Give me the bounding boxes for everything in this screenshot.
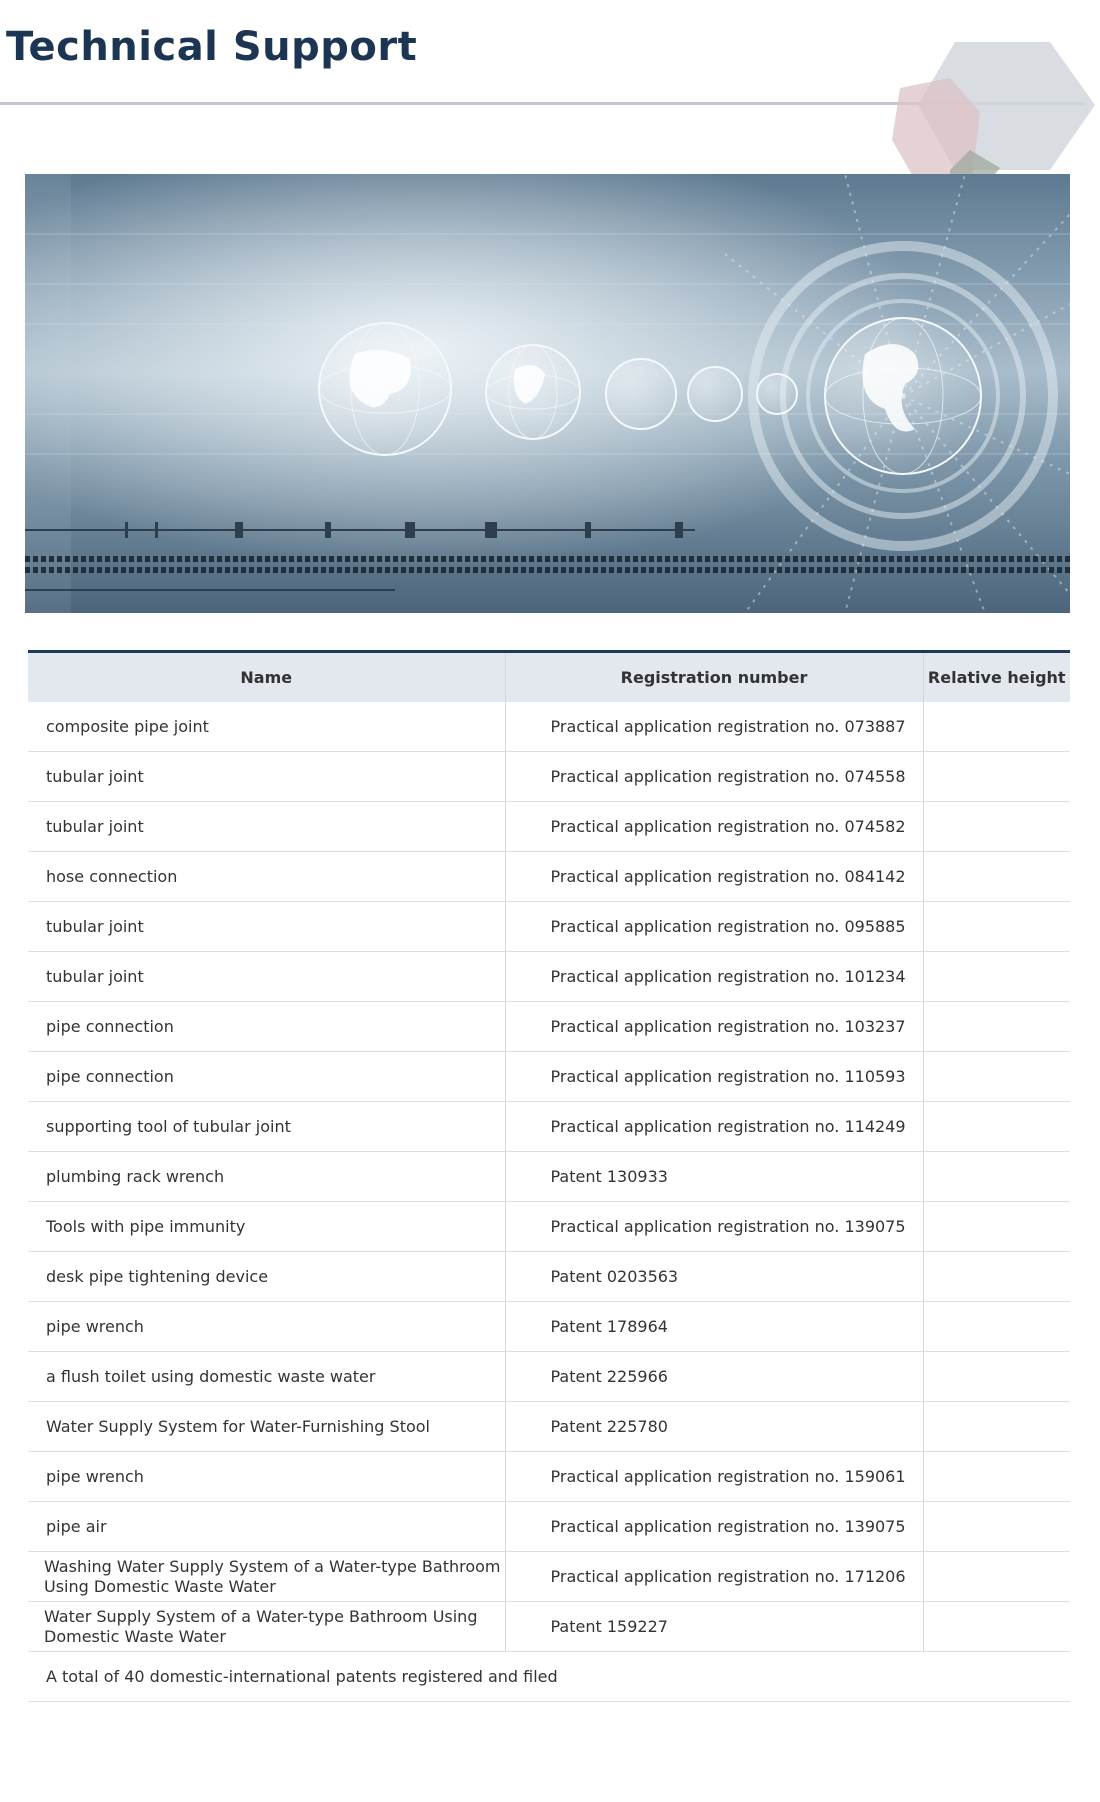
table-row xyxy=(28,1002,1070,1052)
registration-number: Practical application registration no. 159061 xyxy=(505,1452,923,1502)
table-row xyxy=(28,1452,1070,1502)
patent-name: desk pipe tightening device xyxy=(28,1252,505,1302)
patent-name: tubular joint xyxy=(28,802,505,852)
globe-banner-image xyxy=(25,174,1070,613)
registration-number: Patent 178964 xyxy=(505,1302,923,1352)
registration-number: Practical application registration no. 114249 xyxy=(505,1102,923,1152)
relative-height xyxy=(923,1252,1070,1302)
table-row xyxy=(28,852,1070,902)
patent-name: tubular joint xyxy=(28,752,505,802)
registration-number: Patent 0203563 xyxy=(505,1252,923,1302)
patent-name: Water Supply System of a Water-type Bathroom Using Domestic Waste Water xyxy=(28,1602,505,1652)
patent-name: pipe connection xyxy=(28,1052,505,1102)
relative-height xyxy=(923,1002,1070,1052)
registration-number: Practical application registration no. 084142 xyxy=(505,852,923,902)
table-row xyxy=(28,1402,1070,1452)
relative-height xyxy=(923,802,1070,852)
table-row xyxy=(28,1602,1070,1652)
patent-name: Water Supply System for Water-Furnishing Stool xyxy=(28,1402,505,1452)
table-header-row xyxy=(28,652,1070,703)
patent-name: tubular joint xyxy=(28,902,505,952)
relative-height xyxy=(923,1202,1070,1252)
registration-number: Practical application registration no. 095885 xyxy=(505,902,923,952)
registration-number: Patent 225966 xyxy=(505,1352,923,1402)
relative-height xyxy=(923,1402,1070,1452)
table-row xyxy=(28,752,1070,802)
registration-number: Practical application registration no. 074582 xyxy=(505,802,923,852)
column-header-relative-height: Relative height xyxy=(923,652,1070,703)
patent-table xyxy=(28,650,1070,1702)
relative-height xyxy=(923,952,1070,1002)
table-row xyxy=(28,1052,1070,1102)
table-row xyxy=(28,802,1070,852)
patent-name: Washing Water Supply System of a Water-type Bathroom Using Domestic Waste Water xyxy=(28,1552,505,1602)
table-row xyxy=(28,1252,1070,1302)
patent-total-note: A total of 40 domestic-international patents registered and filed xyxy=(28,1652,1070,1702)
patent-name: pipe wrench xyxy=(28,1452,505,1502)
patent-name: tubular joint xyxy=(28,952,505,1002)
patent-name: supporting tool of tubular joint xyxy=(28,1102,505,1152)
registration-number: Practical application registration no. 103237 xyxy=(505,1002,923,1052)
relative-height xyxy=(923,1502,1070,1552)
column-header-name: Name xyxy=(28,652,505,703)
page-title: Technical Support xyxy=(6,24,418,70)
patent-name: hose connection xyxy=(28,852,505,902)
patent-name: Tools with pipe immunity xyxy=(28,1202,505,1252)
registration-number: Practical application registration no. 110593 xyxy=(505,1052,923,1102)
patent-name: a flush toilet using domestic waste water xyxy=(28,1352,505,1402)
registration-number: Practical application registration no. 073887 xyxy=(505,702,923,752)
patent-name: pipe connection xyxy=(28,1002,505,1052)
relative-height xyxy=(923,902,1070,952)
registration-number: Practical application registration no. 139075 xyxy=(505,1202,923,1252)
registration-number: Patent 225780 xyxy=(505,1402,923,1452)
patent-name: composite pipe joint xyxy=(28,702,505,752)
registration-number: Practical application registration no. 171206 xyxy=(505,1552,923,1602)
relative-height xyxy=(923,1552,1070,1602)
relative-height xyxy=(923,1602,1070,1652)
relative-height xyxy=(923,1052,1070,1102)
table-row xyxy=(28,1302,1070,1352)
relative-height xyxy=(923,852,1070,902)
patent-name: pipe air xyxy=(28,1502,505,1552)
table-row xyxy=(28,1102,1070,1152)
table-row xyxy=(28,1202,1070,1252)
registration-number: Practical application registration no. 074558 xyxy=(505,752,923,802)
column-header-registration: Registration number xyxy=(505,652,923,703)
relative-height xyxy=(923,1352,1070,1402)
table-row xyxy=(28,1352,1070,1402)
relative-height xyxy=(923,1152,1070,1202)
total-row xyxy=(28,1652,1070,1702)
table-row xyxy=(28,1152,1070,1202)
relative-height xyxy=(923,1302,1070,1352)
table-row xyxy=(28,1502,1070,1552)
table-row xyxy=(28,902,1070,952)
table-row xyxy=(28,702,1070,752)
relative-height xyxy=(923,1102,1070,1152)
patent-name: plumbing rack wrench xyxy=(28,1152,505,1202)
table-row xyxy=(28,952,1070,1002)
registration-number: Patent 130933 xyxy=(505,1152,923,1202)
relative-height xyxy=(923,1452,1070,1502)
table-row xyxy=(28,1552,1070,1602)
registration-number: Patent 159227 xyxy=(505,1602,923,1652)
relative-height xyxy=(923,752,1070,802)
registration-number: Practical application registration no. 139075 xyxy=(505,1502,923,1552)
hexagon-decoration xyxy=(890,30,1100,180)
relative-height xyxy=(923,702,1070,752)
registration-number: Practical application registration no. 101234 xyxy=(505,952,923,1002)
patent-name: pipe wrench xyxy=(28,1302,505,1352)
